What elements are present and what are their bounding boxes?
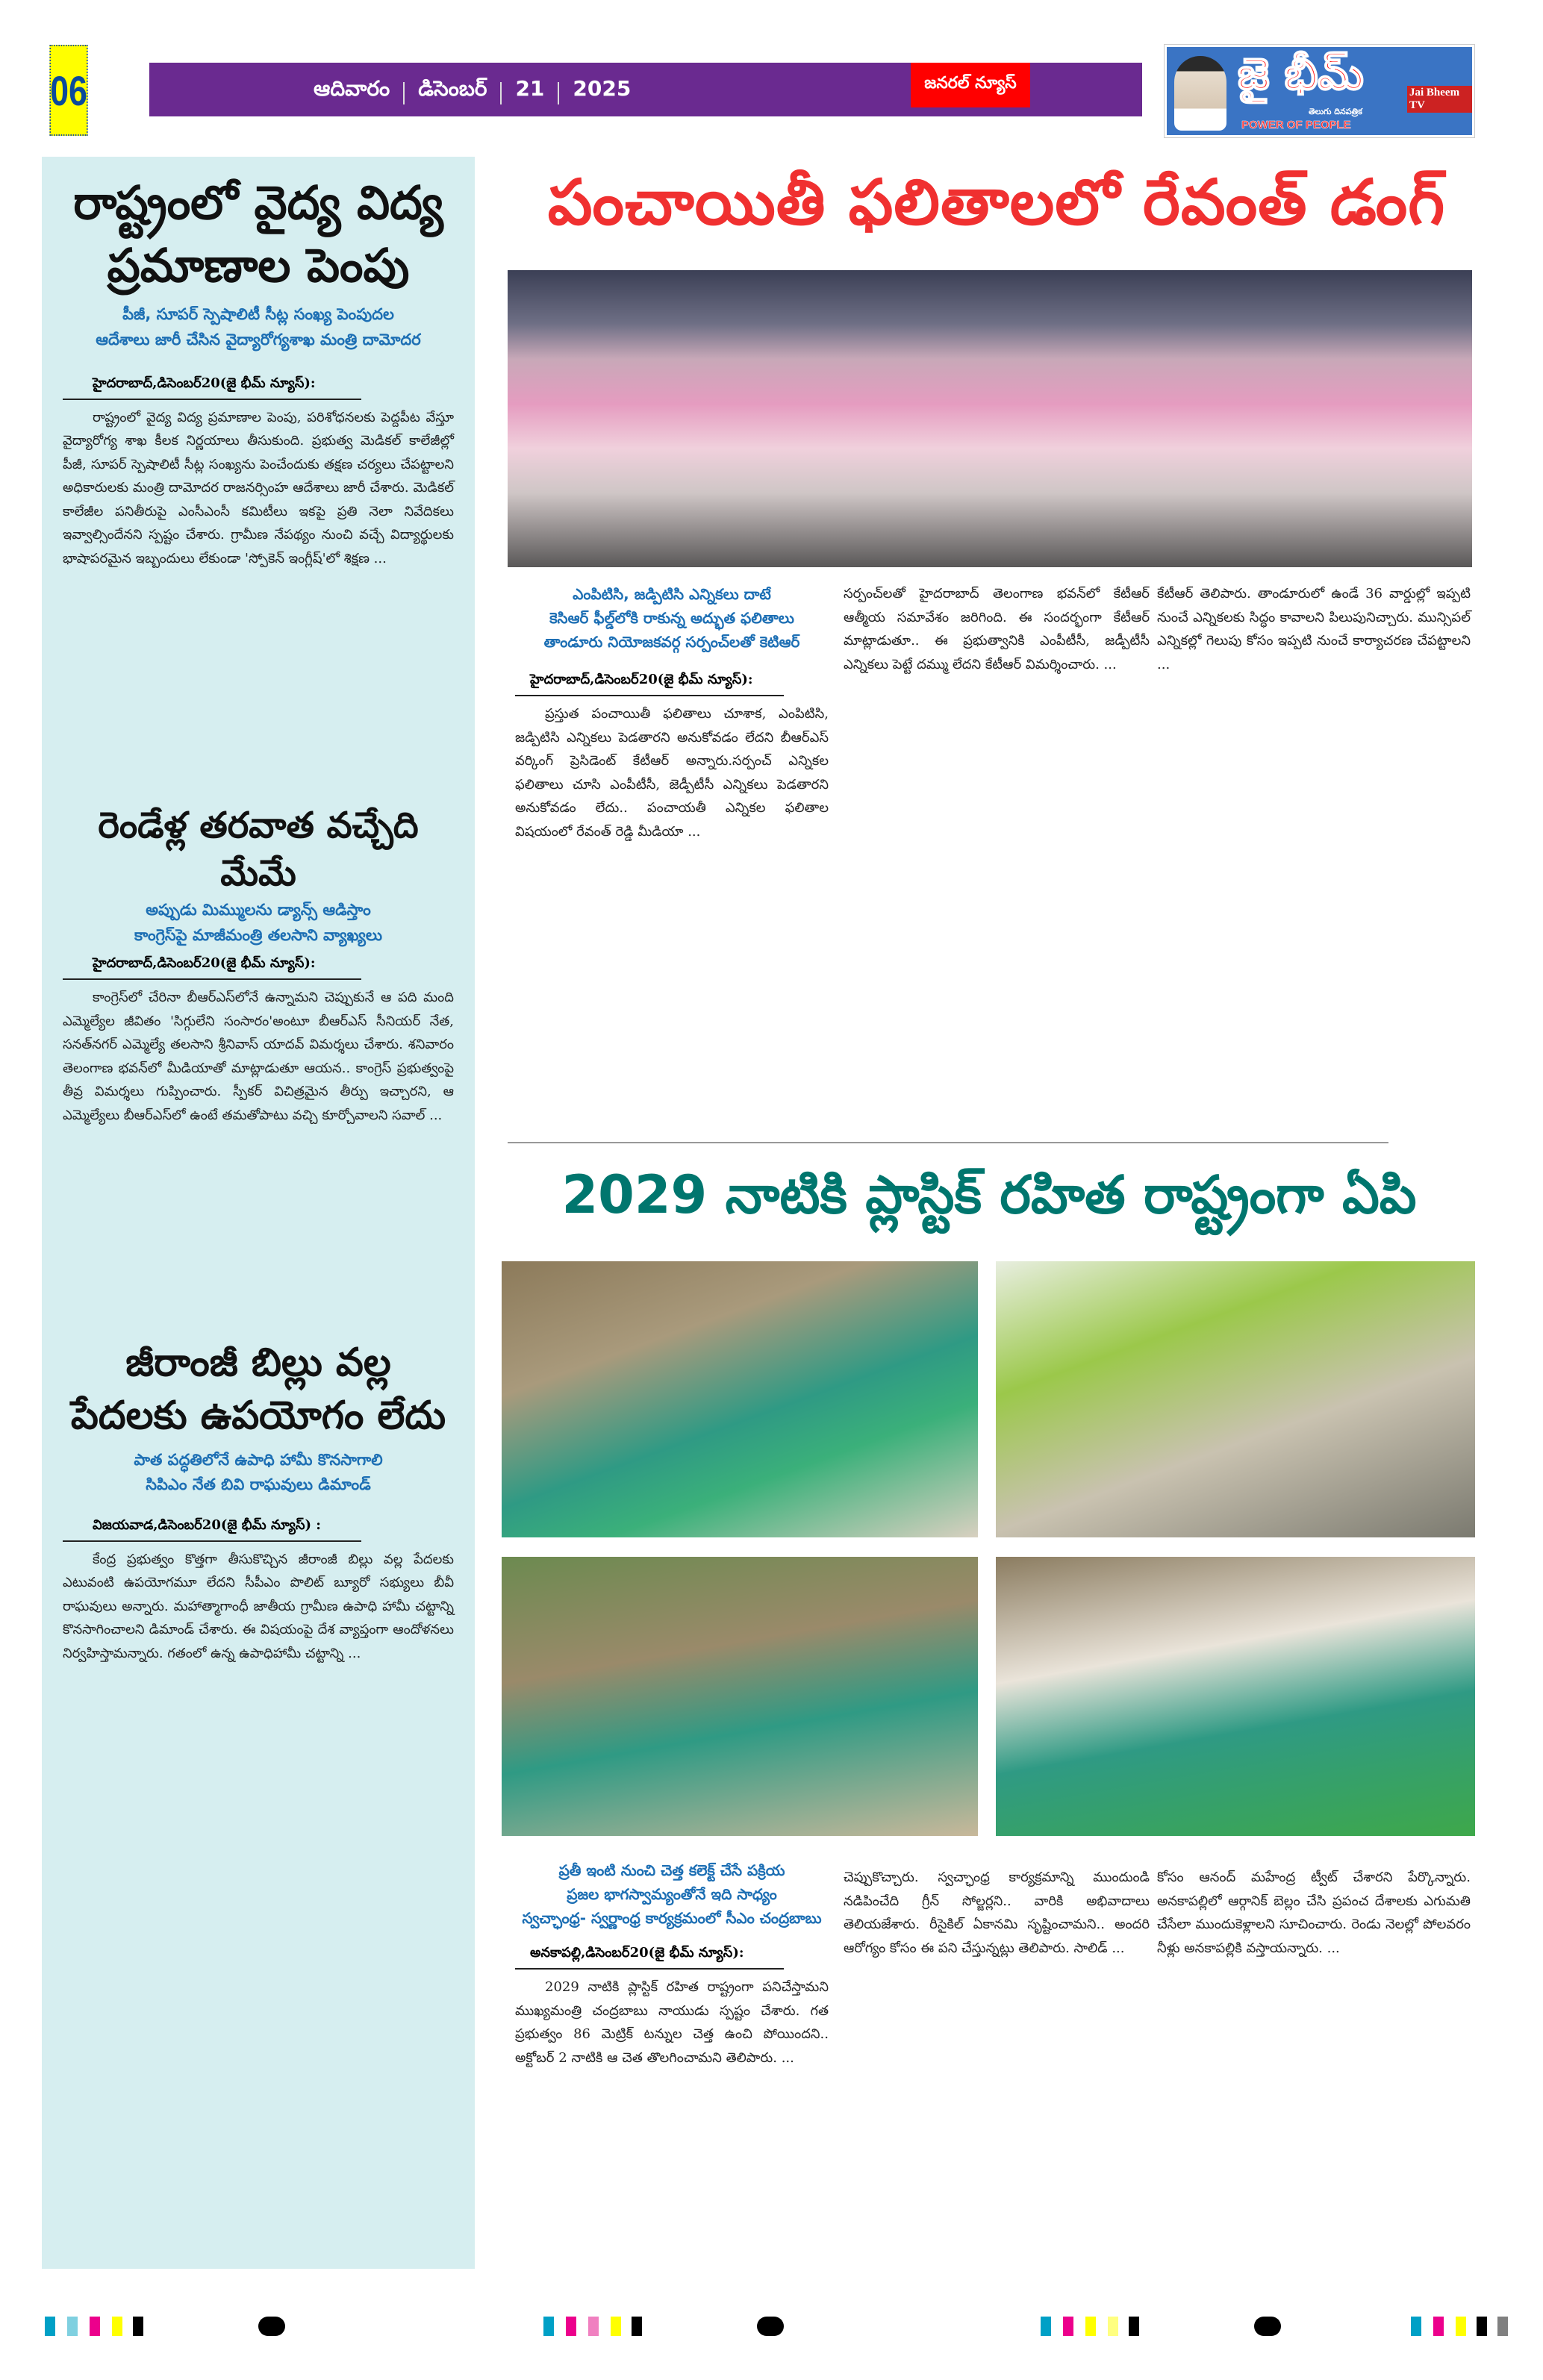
subhead: ఎంపిటిసి, జడ్పిటిసి ఎన్నికలు దాటే bbox=[573, 585, 771, 603]
color-swatch bbox=[588, 2317, 599, 2336]
color-swatch bbox=[133, 2317, 143, 2336]
tv-logo: Jai Bheem TV bbox=[1407, 86, 1472, 113]
subhead: ఆదేశాలు జారీ చేసిన వైద్యారోగ్యశాఖ మంత్రి దామోదర bbox=[96, 330, 421, 349]
article-body: కేంద్ర ప్రభుత్వం కొత్తగా తీసుకొచ్చిన జీరాంజీ బిల్లు వల్ల పేదలకు ఎటువంటి ఉపయోగమూ లేదని సీపీఎం పొలిట్ బ్యూరో సభ్యులు బీవీ రాఘవులు అన్నారు. మహాత్మాగాంధీ జాతీయ గ్రామీణ ఉపాధి హామీ చట్టాన్ని కొనసాగించాలని డిమాండ్ చేశారు. ఈ విషయంపై దేశ వ్యాప్తంగా ఆందోళనలు నిర్వహిస్తామన్నారు. గతంలో ఉన్న ఉపాధిహామీ చట్టాన్ని ... bbox=[63, 1551, 454, 1661]
issue-date bbox=[314, 76, 631, 106]
color-swatch bbox=[632, 2317, 642, 2336]
dateline: హైదరాబాద్,డిసెంబర్20(జై భీమ్ న్యూస్): bbox=[63, 368, 361, 400]
subhead: పాత పద్ధతిలోనే ఉపాధి హామీ కొనసాగాలి bbox=[134, 1450, 383, 1469]
registration-mark bbox=[258, 2317, 285, 2336]
article-body: 2029 నాటికి ప్లాస్టిక్ రహిత రాష్ట్రంగా పనిచేస్తామని ముఖ్యమంత్రి చంద్రబాబు నాయుడు స్పష్టం చేశారు. గత ప్రభుత్వం 86 మెట్రిక్ టన్నుల చెత్త ఉంచి పోయిందని.. అక్టోబర్ 2 నాటికి ఆ చెత తొలగించామని తెలిపారు. ... bbox=[515, 1979, 829, 2066]
color-swatch bbox=[1433, 2317, 1444, 2336]
color-swatch bbox=[1041, 2317, 1051, 2336]
subhead: అప్పుడు మిమ్ములను డ్యాన్స్ ఆడిస్తాం bbox=[146, 901, 371, 919]
article-column: కేటీఆర్ తెలిపారు. తాండూరులో ఉండే 36 వార్డుల్లో ఇప్పటి నుంచే ఎన్నికలకు సిద్ధం కావాలని పిలుపునిచ్చారు. మున్సిపల్ ఎన్నికల్లో గెలుపు కోసం ఇప్పటి నుంచే కార్యాచరణ చేపట్టాలని ... bbox=[1157, 586, 1471, 672]
logo-tagline: POWER OF PEOPLE bbox=[1241, 119, 1351, 131]
day: ఆదివారం bbox=[314, 76, 390, 101]
page-number: 06 bbox=[49, 45, 87, 136]
year: 2025 bbox=[573, 76, 632, 101]
section-tag: జనరల్ న్యూస్ bbox=[911, 63, 1030, 107]
masthead-logo bbox=[1165, 45, 1474, 137]
subhead: కెసిఆర్ ఫీల్డ్‌లోకి రాకున్న అద్భుత ఫలితాలు bbox=[549, 609, 794, 627]
subhead: స్వచ్ఛాంధ్ర- స్వర్ణాంధ్ర కార్యక్రమంలో సీఎం చంద్రబాబు bbox=[522, 1909, 822, 1927]
month: డిసెంబర్ bbox=[418, 76, 487, 101]
cm-photo-3 bbox=[502, 1557, 978, 1836]
headline: జీరాంజీ బిల్లు వల్ల పేదలకు ఉపయోగం లేదు bbox=[70, 1340, 446, 1438]
main-story-intro bbox=[515, 582, 829, 843]
date: 21 bbox=[515, 76, 545, 101]
color-swatch bbox=[543, 2317, 554, 2336]
color-swatch bbox=[112, 2317, 122, 2336]
article-body: రాష్ట్రంలో వైద్య విద్య ప్రమాణాల పెంపు, పరిశోధనలకు పెద్దపీట వేస్తూ వైద్యారోగ్య శాఖ కీలక నిర్ణయాలు తీసుకుంది. ప్రభుత్వ మెడికల్ కాలేజీల్లో పీజీ, సూపర్ స్పెషాలిటీ సీట్ల సంఖ్యను పెంచేందుకు తక్షణ చర్యలు చేపట్టాలని అధికారులకు మంత్రి దామోదర రాజనర్సింహ ఆదేశాలు జారీ చేశారు. మెడికల్ కాలేజీల పనితీరుపై ఎంసీఎంసీ కమిటీలు ఇకపై ప్రతి నెలా నివేదికలు ఇవ్వాల్సిందేనని స్పష్టం చేశారు. గ్రామీణ నేపథ్యం నుంచి వచ్చే విద్యార్థులకు భాషాపరమైన ఇబ్బందులు లేకుండా 'స్పోకెన్ ఇంగ్లీష్'లో శిక్షణ ... bbox=[63, 409, 454, 566]
cm-photo-2 bbox=[996, 1261, 1475, 1537]
dateline: హైదరాబాద్,డిసెంబర్20(జై భీమ్ న్యూస్): bbox=[63, 948, 361, 980]
dateline: హైదరాబాద్,డిసెంబర్20(జై భీమ్ న్యూస్): bbox=[515, 664, 784, 696]
separator bbox=[558, 82, 559, 104]
logo-name: జై భీమ్ bbox=[1238, 49, 1364, 99]
subhead: పీజీ, సూపర్ స్పెషాలిటీ సీట్ల సంఖ్య పెంపుదల bbox=[122, 305, 394, 324]
separator bbox=[500, 82, 502, 104]
dateline: విజయవాడ,డిసెంబర్20(జై భీమ్ న్యూస్) : bbox=[63, 1510, 361, 1542]
dateline: అనకాపల్లి,డిసెంబర్20(జై భీమ్ న్యూస్): bbox=[515, 1937, 784, 1970]
headline: రాష్ట్రంలో వైద్య విద్య ప్రమాణాల పెంపు bbox=[73, 175, 443, 293]
cm-photo-4 bbox=[996, 1557, 1475, 1836]
article-column: చెప్పుకొచ్చారు. స్వచ్ఛాంధ్ర కార్యక్రమాన్ని ముందుండి నడిపించేది గ్రీన్ సోల్జర్లని.. వారికి అభివాదాలు తెలియజేశారు. రీసైకిల్ ఏకానమి సృష్టించామని.. అందరి ఆరోగ్యం కోసం ఈ పని చేస్తున్నట్లు తెలిపారు. సాలిడ్ ... bbox=[844, 1870, 1150, 1956]
color-swatch bbox=[45, 2317, 55, 2336]
article-column: సర్పంచ్‌లతో హైదరాబాద్ తెలంగాణ భవన్‌లో కేటీఆర్ ఆత్మీయ సమావేశం జరిగింది. ఈ సందర్భంగా కేటీఆర్ మాట్లాడుతూ.. ఈ ప్రభుత్వానికి ఎంపీటీసీ, జడ్పీటీసీ ఎన్నికలు పెట్టే దమ్ము లేదని కేటీఆర్ విమర్శించారు. ... bbox=[844, 586, 1150, 672]
article-body: ప్రస్తుత పంచాయితీ ఫలితాలు చూశాక, ఎంపిటిసి, జడ్పిటిసి ఎన్నికలు పెడతారని అనుకోవడం లేదని బీఆర్ఎస్ వర్కింగ్ ప్రెసిడెంట్ కేటీఆర్ అన్నారు.సర్పంచ్ ఎన్నికల ఫలితాలు చూసి ఎంపీటీసీ, జెడ్పీటీసీ ఎన్నికలు పెడతారని అనుకోవడం లేదు.. పంచాయతీ ఎన్నికల ఫలితాల విషయంలో రేవంత్ రెడ్డి మీడియా ... bbox=[515, 706, 829, 840]
subhead: కాంగ్రెస్‌పై మాజీమంత్రి తలసాని వ్యాఖ్యలు bbox=[134, 925, 383, 944]
subhead: సిపిఎం నేత బివి రాఘవులు డిమాండ్ bbox=[146, 1475, 371, 1494]
story-medical-education bbox=[42, 157, 475, 794]
cm-photo-1 bbox=[502, 1261, 978, 1537]
color-swatch bbox=[566, 2317, 576, 2336]
article-body: కాంగ్రెస్‌లో చేరినా బీఆర్ఎస్‌లోనే ఉన్నామని చెప్పుకునే ఆ పది మంది ఎమ్మెల్యేల జీవితం 'సిగ్గులేని సంసారం'అంటూ బీఆర్ఎస్ సీనియర్ నేత, సనత్‌నగర్ ఎమ్మెల్యే తలసాని శ్రీనివాస్ యాదవ్ విమర్శలు చేశారు. శనివారం తెలంగాణ భవన్‌లో మీడియాతో మాట్లాడుతూ ఆయన.. కాంగ్రెస్ ప్రభుత్వంపై తీవ్ర విమర్శలు గుప్పించారు. స్పీకర్ విచిత్రమైన తీర్పు ఇచ్చారని, ఆ ఎమ్మెల్యేలు బీఆర్ఎస్‌లో ఉంటే తమతోపాటు వచ్చి కూర్చోవాలని సవాల్ ... bbox=[63, 990, 454, 1123]
registration-mark bbox=[1254, 2317, 1281, 2336]
subhead: ప్రజల భాగస్వామ్యంతోనే ఇది సాధ్యం bbox=[567, 1885, 777, 1903]
portrait-image bbox=[1174, 56, 1226, 131]
color-swatch bbox=[67, 2317, 78, 2336]
story-talasani bbox=[42, 794, 475, 1330]
logo-subtitle: తెలుగు దినపత్రిక bbox=[1309, 107, 1362, 116]
story-g-ram-g-bill bbox=[42, 1329, 475, 1665]
color-swatch bbox=[1063, 2317, 1073, 2336]
left-column bbox=[42, 157, 475, 2269]
subhead: ప్రతీ ఇంటి నుంచి చెత్త కలెక్ట్ చేసే పక్రియ bbox=[558, 1861, 785, 1879]
color-swatch bbox=[90, 2317, 100, 2336]
subhead: తాండూరు నియోజకవర్గ సర్పంచ్‌లతో కెటిఆర్ bbox=[543, 633, 800, 651]
color-swatch bbox=[1477, 2317, 1487, 2336]
color-swatch bbox=[1456, 2317, 1466, 2336]
separator bbox=[403, 82, 405, 104]
second-headline: 2029 నాటికి ప్లాస్టిక్ రహిత రాష్ట్రంగా ఏపి bbox=[561, 1164, 1417, 1225]
color-swatch bbox=[1129, 2317, 1139, 2336]
registration-mark bbox=[757, 2317, 784, 2336]
color-swatch bbox=[611, 2317, 621, 2336]
second-story-intro bbox=[515, 1858, 829, 2070]
color-swatch bbox=[1085, 2317, 1096, 2336]
headline: రెండేళ్ల తరవాత వచ్చేది మేమే bbox=[98, 804, 419, 895]
color-swatch bbox=[1108, 2317, 1118, 2336]
color-swatch bbox=[1411, 2317, 1421, 2336]
article-column: కోసం ఆనంద్ మహేంద్ర ట్వీట్ చేశారని పేర్కొన్నారు. అనకాపల్లిలో ఆర్గానిక్ బెల్లం చేసి ప్రపంచ దేశాలకు ఎగుమతి చేసేలా ముందుకెళ్లాలని సూచించారు. రెండు నెలల్లో పోలవరం నీళ్లు అనకాపల్లికి వస్తాయన్నారు. ... bbox=[1157, 1870, 1471, 1956]
main-headline: పంచాయితీ ఫలితాలలో రేవంత్ డంగ్ bbox=[547, 166, 1446, 239]
divider bbox=[508, 1142, 1388, 1143]
color-swatch bbox=[1497, 2317, 1508, 2336]
ktr-meeting-photo bbox=[508, 270, 1472, 567]
